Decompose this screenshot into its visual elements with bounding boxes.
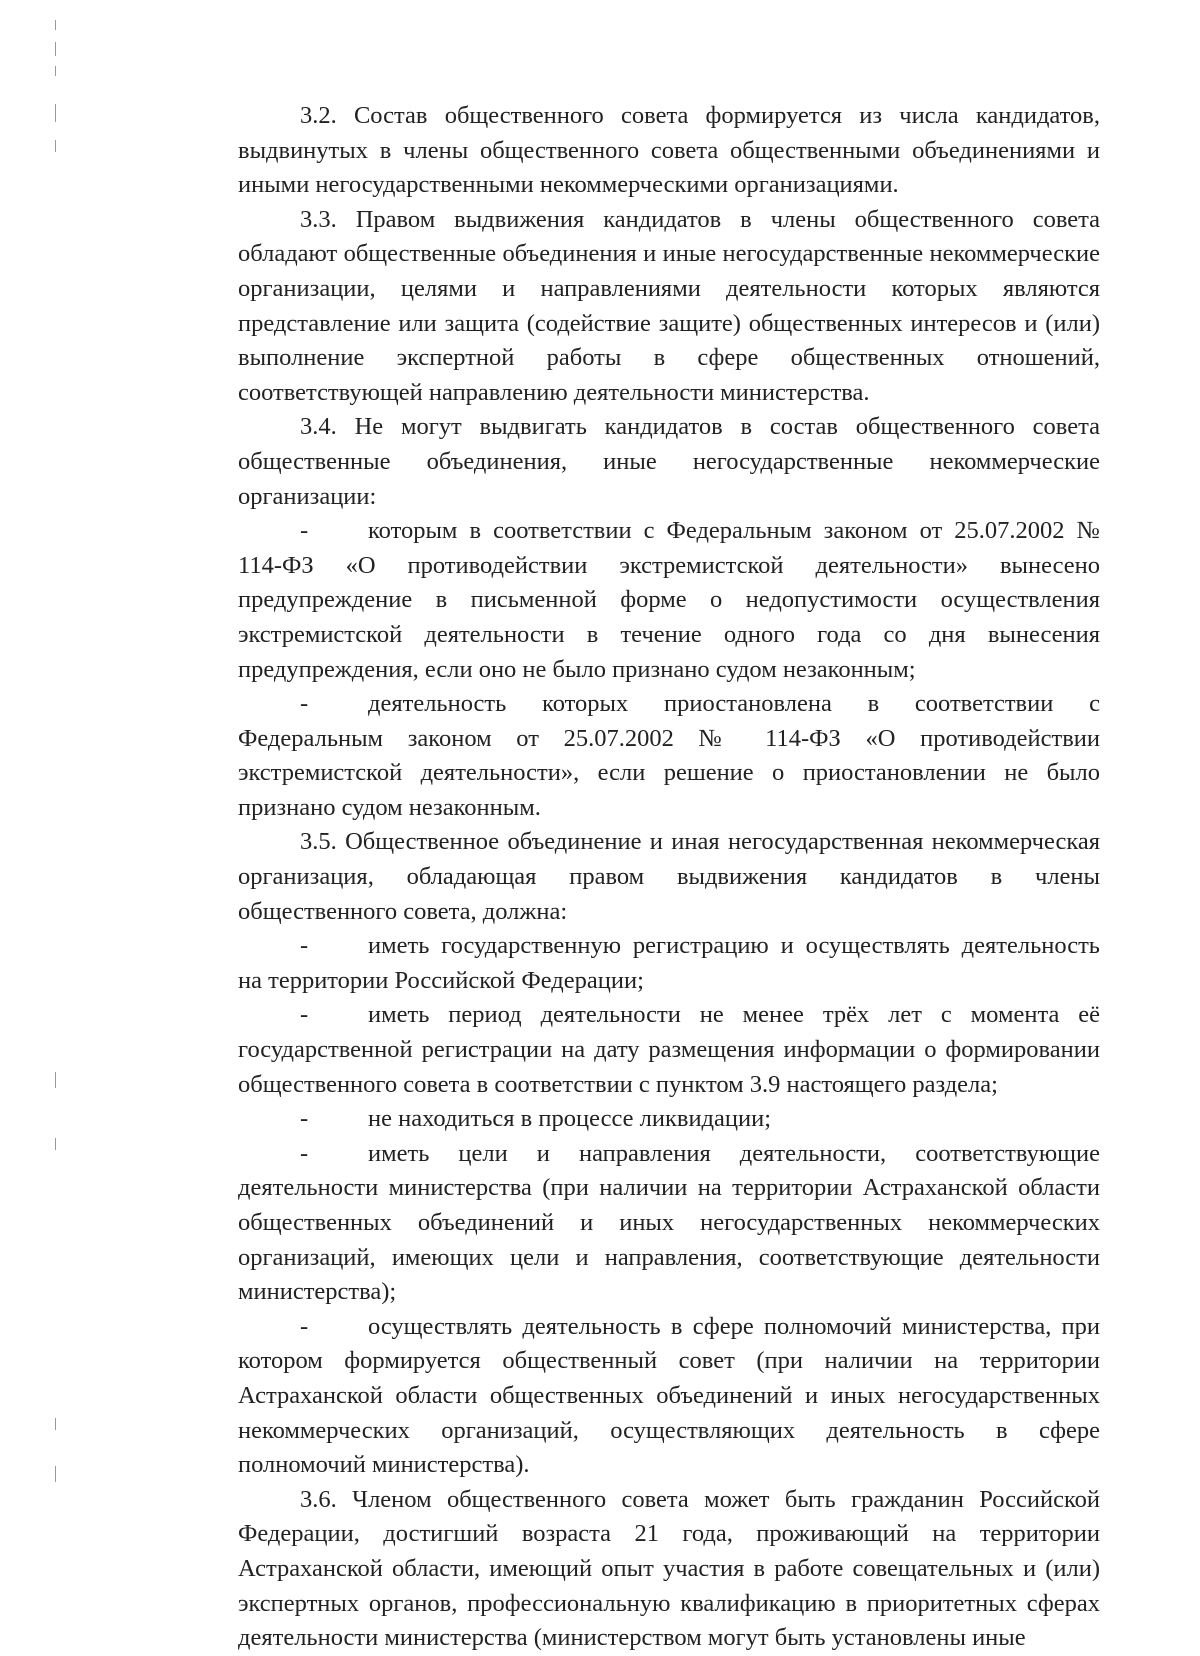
bullet-dash: - — [300, 517, 309, 545]
list-item-text: иметь цели и направления деятельности, соответствующие деятельности министерства (при наличии на территории Астраханской области общественных объединений и иных негосударственных некоммерческих организаций, имеющих цели и направления, соответствующие деятельности министерства); — [238, 1139, 1100, 1306]
list-item — [238, 998, 1100, 1102]
list-item — [238, 1137, 1100, 1310]
scan-mark — [55, 104, 56, 122]
bullet-dash: - — [300, 932, 309, 960]
paragraph-3-4: 3.4. Не могут выдвигать кандидатов в состав общественного совета общественные объединения, иные негосударственные некоммерческие организации: — [238, 413, 1100, 510]
paragraph-3-6: 3.6. Членом общественного совета может быть гражданин Российской Федерации, достигший возраста 21 года, проживающий на территории Астраханской области, имеющий опыт участия в работе совещательных и (или) экспертных органов, профессиональную квалификацию в приоритетных сферах деятельности министерства (министерством могут быть установлены иные — [238, 1485, 1100, 1652]
bullet-dash: - — [300, 1312, 309, 1340]
paragraph-3-2: 3.2. Состав общественного совета формируется из числа кандидатов, выдвинутых в члены общественного совета общественными объединениями и иными негосударственными некоммерческими организациями. — [238, 102, 1100, 199]
bullet-dash: - — [300, 690, 309, 718]
scan-mark — [55, 140, 56, 152]
scan-mark — [55, 1138, 56, 1150]
list-item-text: которым в соответствии с Федеральным законом от 25.07.2002 № 114-ФЗ «О противодействии экстремистской деятельности» вынесено предупреждение в письменной форме о недопустимости осуществления экстремистской деятельности в течение одного года со дня вынесения предупреждения, если оно не было признано судом незаконным; — [238, 517, 1100, 683]
list-item-text: иметь государственную регистрацию и осуществлять деятельность на территории Российской Федерации; — [238, 932, 1100, 994]
scan-mark — [55, 66, 56, 76]
list-item — [238, 687, 1100, 825]
paragraph-3-5: 3.5. Общественное объединение и иная негосударственная некоммерческая организация, обладающая правом выдвижения кандидатов в члены общественного совета, должна: — [238, 828, 1100, 925]
list-item — [238, 1102, 1100, 1137]
scan-mark — [55, 1072, 56, 1088]
list-item — [238, 1310, 1100, 1483]
scan-mark — [55, 20, 56, 30]
paragraph-3-3: 3.3. Правом выдвижения кандидатов в члены общественного совета обладают общественные объединения и иные негосударственные некоммерческие организации, целями и направлениями деятельности которых являются представление или защита (содействие защите) общественных интересов и (или) выполнение экспертной работы в сфере общественных отношений, соответствующей направлению деятельности министерства. — [238, 205, 1100, 406]
scan-mark — [55, 1466, 56, 1482]
bullet-dash: - — [300, 1105, 309, 1133]
list-item-text: не находиться в процессе ликвидации; — [368, 1105, 772, 1133]
list-item-text: деятельность которых приостановлена в соответствии с Федеральным законом от 25.07.2002 № 114-ФЗ «О противодействии экстремистской деятельности», если решение о приостановлении не было признано судом незаконным. — [238, 690, 1100, 821]
list-item — [238, 929, 1100, 998]
scan-mark — [55, 1418, 56, 1430]
bullet-dash: - — [300, 1139, 309, 1167]
scan-mark — [55, 42, 56, 56]
list-item-text: иметь период деятельности не менее трёх лет с момента её государственной регистрации на дату размещения информации о формировании общественного совета в соответствии с пунктом 3.9 настоящего раздела; — [238, 1001, 1100, 1098]
list-item — [238, 514, 1100, 687]
bullet-dash: - — [300, 1001, 309, 1029]
scan-margin-marks — [55, 0, 59, 1553]
document-body — [238, 99, 1100, 1656]
list-item-text: осуществлять деятельность в сфере полномочий министерства, при котором формируется общественный совет (при наличии на территории Астраханской области общественных объединений и иных негосударственных некоммерческих организаций, осуществляющих деятельность в сфере полномочий министерства). — [238, 1312, 1100, 1479]
